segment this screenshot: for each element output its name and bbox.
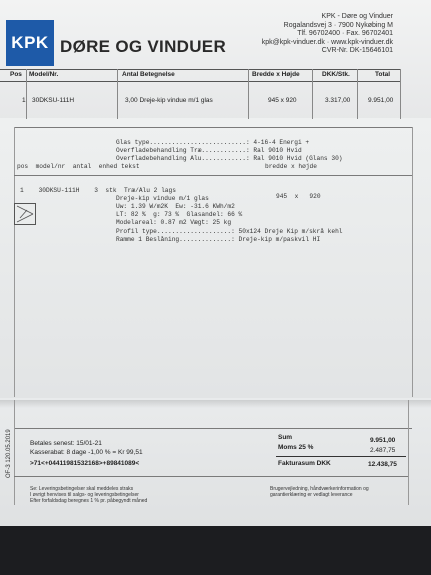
form-code: OF-3 120.05.2019 (6, 429, 12, 478)
row-pos: 1 (22, 97, 26, 104)
column-divider (117, 69, 118, 119)
spec-size-header: bredde x højde (265, 163, 317, 170)
row-price: 3.317,00 (325, 97, 351, 104)
address-line: kpk@kpk-vinduer.dk · www.kpk-vinduer.dk (261, 38, 393, 46)
footer-divider (14, 428, 412, 429)
row-model: 30DKSU-111H (32, 97, 75, 104)
footer-frame-left (14, 400, 15, 505)
company-name: DØRE OG VINDUER (60, 37, 227, 56)
address-line: CVR-Nr. DK-15646101 (321, 47, 393, 54)
column-divider (357, 69, 358, 119)
address-line: KPK - Døre og Vinduer (321, 13, 393, 20)
spec-item-size: 945 x 920 (276, 193, 321, 200)
column-divider (248, 69, 249, 119)
spec-detail-line: LT: 82 % g: 73 % Glasandel: 66 % (116, 211, 243, 218)
background-surface (0, 526, 431, 575)
table-header (0, 69, 400, 82)
payment-due: Betales senest: 15/01-21 (30, 440, 102, 447)
header-antal: Antal Betegnelse (122, 71, 175, 78)
row-total: 9.951,00 (368, 97, 394, 104)
spec-item-line: 1 30DKSU-111H 3 stk Træ/Alu 2 lags (20, 187, 176, 194)
invoice-total-label: Fakturasum DKK (278, 460, 331, 467)
address-line: Tlf. 96702400 · Fax. 96702401 (297, 30, 393, 37)
spec-detail-line: Modelareal: 0.87 m2 Vægt: 25 kg (116, 219, 232, 226)
header-total: Total (375, 71, 391, 78)
company-address (262, 13, 393, 56)
spec-detail-line: Dreje-kip vindue m/1 glas (116, 195, 209, 202)
header-dkk: DKK/Stk. (322, 71, 350, 78)
terms-divider (14, 476, 408, 477)
spec-header-line: Glas type..........................: 4-16-4 Energi + (116, 139, 310, 146)
sum-value: 9.951,00 (370, 437, 396, 444)
company-logo: KPK (6, 20, 54, 66)
terms-right: Brugervejledning, håndværkerinformation og garantierklæring er vedlagt leverance (270, 486, 369, 498)
row-size: 945 x 920 (268, 97, 297, 104)
footer-frame-right (408, 400, 409, 505)
terms-left: Se: Leveringsbetingelser skal meddeles straks I øvrigt henvises til salgs- og leveringsbetingelser Efter forfaldsdag beregnes 1 % pr. påbegyndt måned (30, 486, 148, 504)
spec-frame-right (412, 127, 413, 397)
sum-label: Sum (278, 434, 293, 441)
spec-divider (14, 175, 412, 176)
spec-header-line: Overfladebehandling Træ............: Ral 9010 Hvid (116, 147, 302, 154)
cash-discount: Kasserabat: 8 dage -1,00 % = Kr 99,51 (30, 449, 143, 456)
total-rule (276, 456, 406, 457)
column-divider (26, 69, 27, 119)
spec-frame-left (14, 127, 15, 397)
column-divider (312, 69, 313, 119)
header-size: Bredde x Højde (252, 71, 300, 78)
header-model: Model/Nr. (29, 71, 59, 78)
spec-column-headers: pos model/nr antal enhed tekst (17, 163, 140, 170)
address-line: Rogalandsvej 3 · 7900 Nykøbing M (283, 21, 393, 29)
spec-detail-line: Profil type....................: 50x124 Dreje Kip m/skrå kehl (116, 228, 343, 235)
payment-reference: >71<+04411981532168>+89841089< (30, 460, 140, 467)
fold-shadow (0, 400, 431, 408)
header-pos: Pos (10, 71, 22, 78)
spec-detail-line: Uw: 1.39 W/m2K Ew: -31.6 KWh/m2 (116, 203, 235, 210)
invoice-total-value: 12.438,75 (368, 461, 397, 468)
table-row (0, 96, 400, 108)
row-description: 3,00 Dreje-kip vindue m/1 glas (125, 97, 213, 104)
spec-frame-top (14, 127, 412, 128)
column-divider (400, 69, 401, 119)
window-diagram-icon (14, 203, 36, 225)
vat-label: Moms 25 % (278, 444, 314, 451)
vat-value: 2.487,75 (370, 447, 396, 454)
spec-detail-line: Ramme 1 Beslåning..............: Dreje-kip m/paskvil HI (116, 236, 321, 243)
spec-header-line: Overfladebehandling Alu............: Ral 9010 Hvid (Glans 30) (116, 155, 343, 162)
